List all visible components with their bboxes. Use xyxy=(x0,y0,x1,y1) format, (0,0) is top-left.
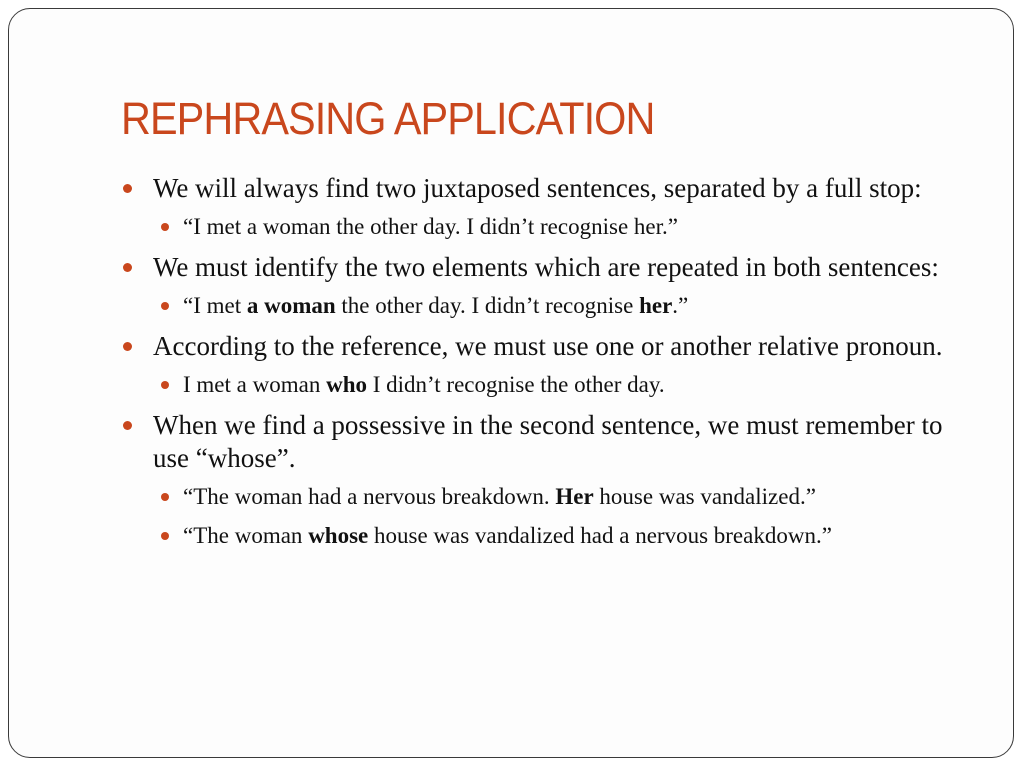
bullet-item-2 xyxy=(121,251,961,284)
bullet-item-4 xyxy=(121,409,961,475)
bullet-dot-icon xyxy=(123,342,132,351)
slide-title: REPHRASING APPLICATION xyxy=(121,93,655,144)
bullet-dot-icon xyxy=(161,493,169,501)
bullet-text: We will always find two juxtaposed sentences, separated by a full stop: xyxy=(153,173,922,203)
emphasis-her: her xyxy=(639,293,673,318)
bullet-list xyxy=(121,172,961,560)
sub-bullet-item-3 xyxy=(121,370,961,400)
bullet-dot-icon xyxy=(161,532,169,540)
sub-bullet-text: “I met a woman the other day. I didn’t recognise her.” xyxy=(183,214,678,239)
sub-bullet-text-part: the other day. I didn’t recognise xyxy=(335,293,640,318)
sub-bullet-text-part: I met a woman xyxy=(183,372,327,397)
sub-bullet-text-part: house was vandalized had a nervous breakdown.” xyxy=(368,523,832,548)
bullet-dot-icon xyxy=(161,302,169,310)
sub-bullet-text-part: “The woman xyxy=(183,523,309,548)
sub-bullet-text-part: “I met xyxy=(183,293,247,318)
bullet-dot-icon xyxy=(123,184,132,193)
bullet-dot-icon xyxy=(123,263,132,272)
sub-bullet-text-part: house was vandalized.” xyxy=(593,484,816,509)
sub-bullet-item-1 xyxy=(121,212,961,242)
sub-bullet-item-5 xyxy=(121,521,961,551)
sub-bullet-text-part: “The woman had a nervous breakdown. xyxy=(183,484,556,509)
sub-bullet-text-part: I didn’t recognise the other day. xyxy=(366,372,665,397)
bullet-item-1 xyxy=(121,172,961,205)
emphasis-whose: whose xyxy=(308,523,369,548)
bullet-text: We must identify the two elements which are repeated in both sentences: xyxy=(153,252,939,282)
bullet-dot-icon xyxy=(123,421,132,430)
bullet-text: When we find a possessive in the second sentence, we must remember to use “whose”. xyxy=(153,410,943,473)
bullet-text: According to the reference, we must use one or another relative pronoun. xyxy=(153,331,943,361)
emphasis-her: Her xyxy=(555,484,594,509)
slide-frame xyxy=(8,8,1014,758)
sub-bullet-item-4 xyxy=(121,482,961,512)
sub-bullet-item-2 xyxy=(121,291,961,321)
sub-bullet-text-part: .” xyxy=(672,293,689,318)
bullet-dot-icon xyxy=(161,223,169,231)
emphasis-a-woman: a woman xyxy=(246,293,336,318)
emphasis-who: who xyxy=(326,372,367,397)
bullet-dot-icon xyxy=(161,381,169,389)
bullet-item-3 xyxy=(121,330,961,363)
